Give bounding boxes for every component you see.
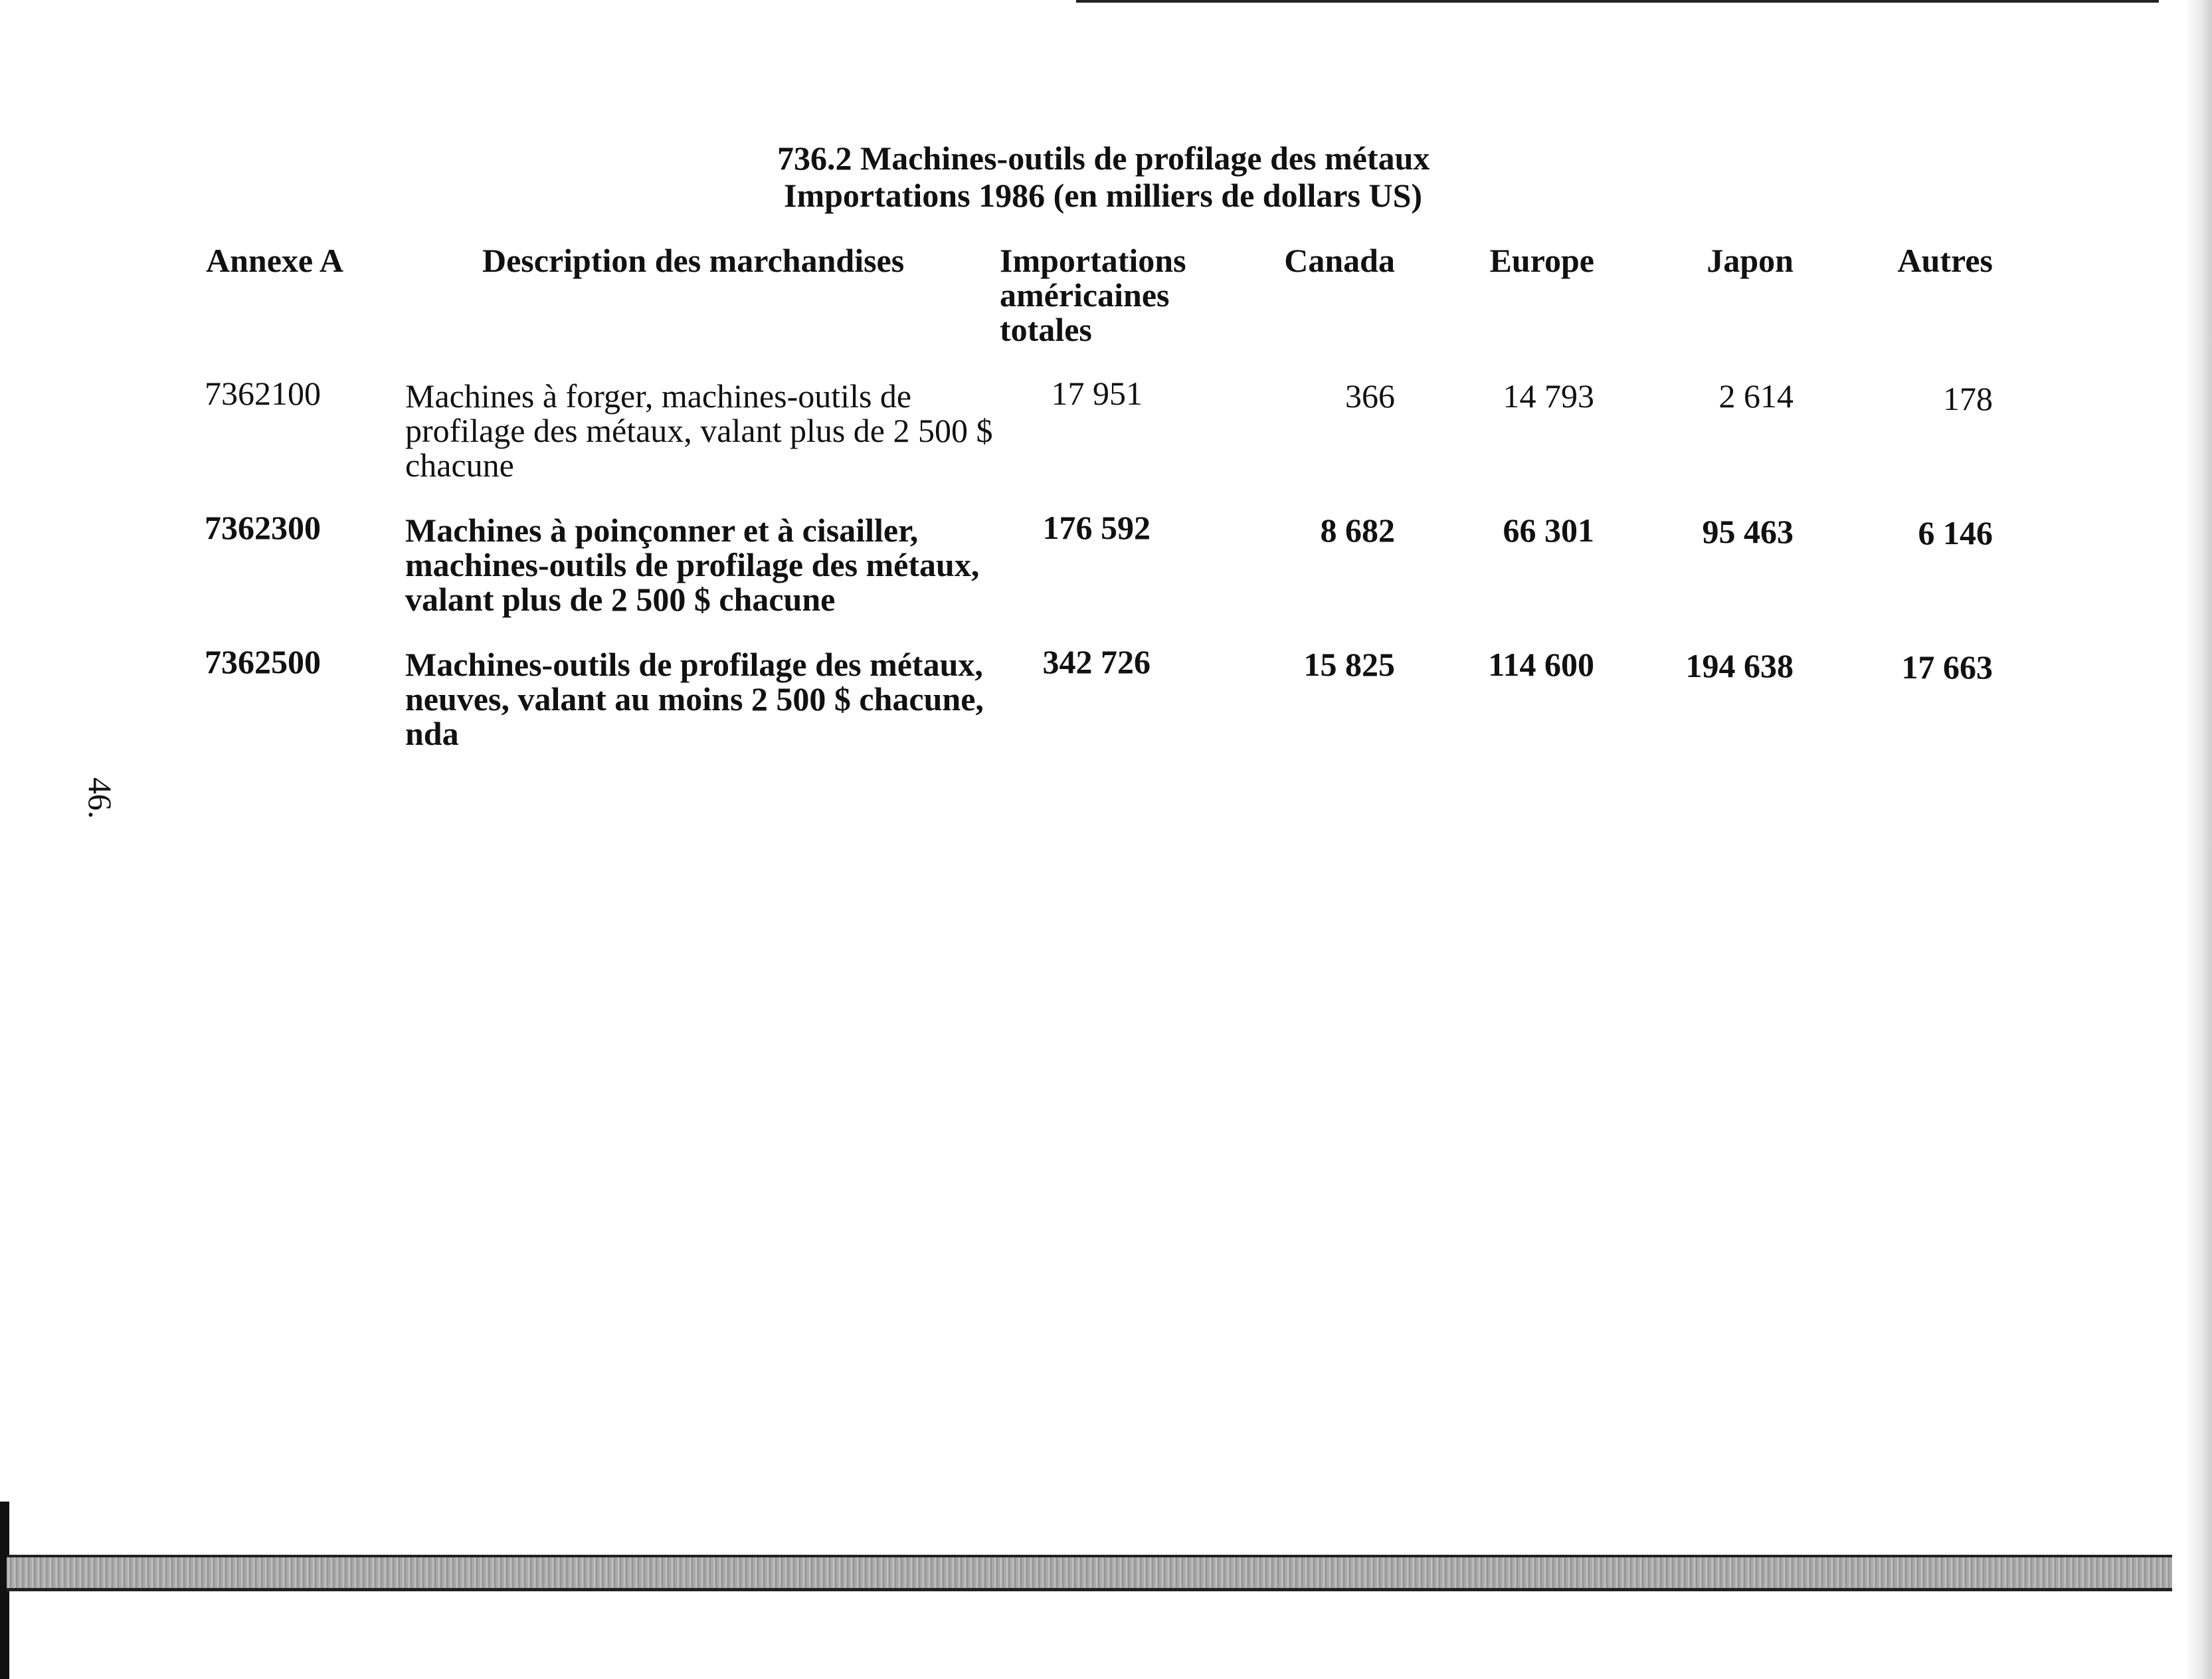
row-description: Machines-outils de profilage des métaux, neuves, valant au moins 2 500 $ chacune, nda (405, 646, 984, 752)
row-europe: 14 793 (1503, 377, 1594, 415)
scan-binding-band (7, 1555, 2172, 1591)
table-title (777, 140, 1508, 214)
title-line-1: 736.2 Machines-outils de profilage des métaux (777, 140, 1430, 177)
header-autres: Autres (1897, 242, 1993, 279)
row-code: 7362500 (205, 643, 321, 680)
row-japon: 194 638 (1685, 647, 1794, 684)
row-autres: 17 663 (1901, 648, 1993, 686)
header-description: Description des marchandises (482, 242, 905, 279)
row-europe: 66 301 (1503, 512, 1594, 549)
title-line-2: Importations 1986 (en milliers de dollars US) (784, 177, 1423, 214)
row-code: 7362100 (205, 375, 321, 412)
row-code: 7362300 (205, 509, 321, 546)
row-canada: 8 682 (1320, 512, 1395, 549)
page-number: 46. (82, 777, 119, 819)
scan-right-shadow (2185, 0, 2212, 1679)
row-importations: 17 951 (1051, 375, 1143, 412)
row-canada: 366 (1345, 377, 1395, 415)
scan-top-edge (1076, 0, 2159, 3)
row-japon: 95 463 (1702, 513, 1794, 550)
header-europe: Europe (1489, 242, 1594, 279)
header-importations: Importations américaines totales (1000, 242, 1186, 348)
header-annexe: Annexe A (206, 242, 343, 279)
row-description: Machines à poinçonner et à cisailler, machines-outils de profilage des métaux, valant plus de 2 500 $ chacune (405, 512, 980, 618)
row-importations: 342 726 (1042, 643, 1151, 680)
row-autres: 6 146 (1918, 514, 1993, 551)
row-importations: 176 592 (1042, 509, 1151, 546)
row-canada: 15 825 (1303, 646, 1395, 683)
row-japon: 2 614 (1718, 377, 1794, 415)
row-description: Machines à forger, machines-outils de profilage des métaux, valant plus de 2 500 $ chacune (405, 377, 993, 484)
header-japon: Japon (1706, 242, 1794, 279)
header-canada: Canada (1284, 242, 1395, 279)
row-europe: 114 600 (1488, 646, 1594, 683)
row-autres: 178 (1943, 380, 1993, 417)
